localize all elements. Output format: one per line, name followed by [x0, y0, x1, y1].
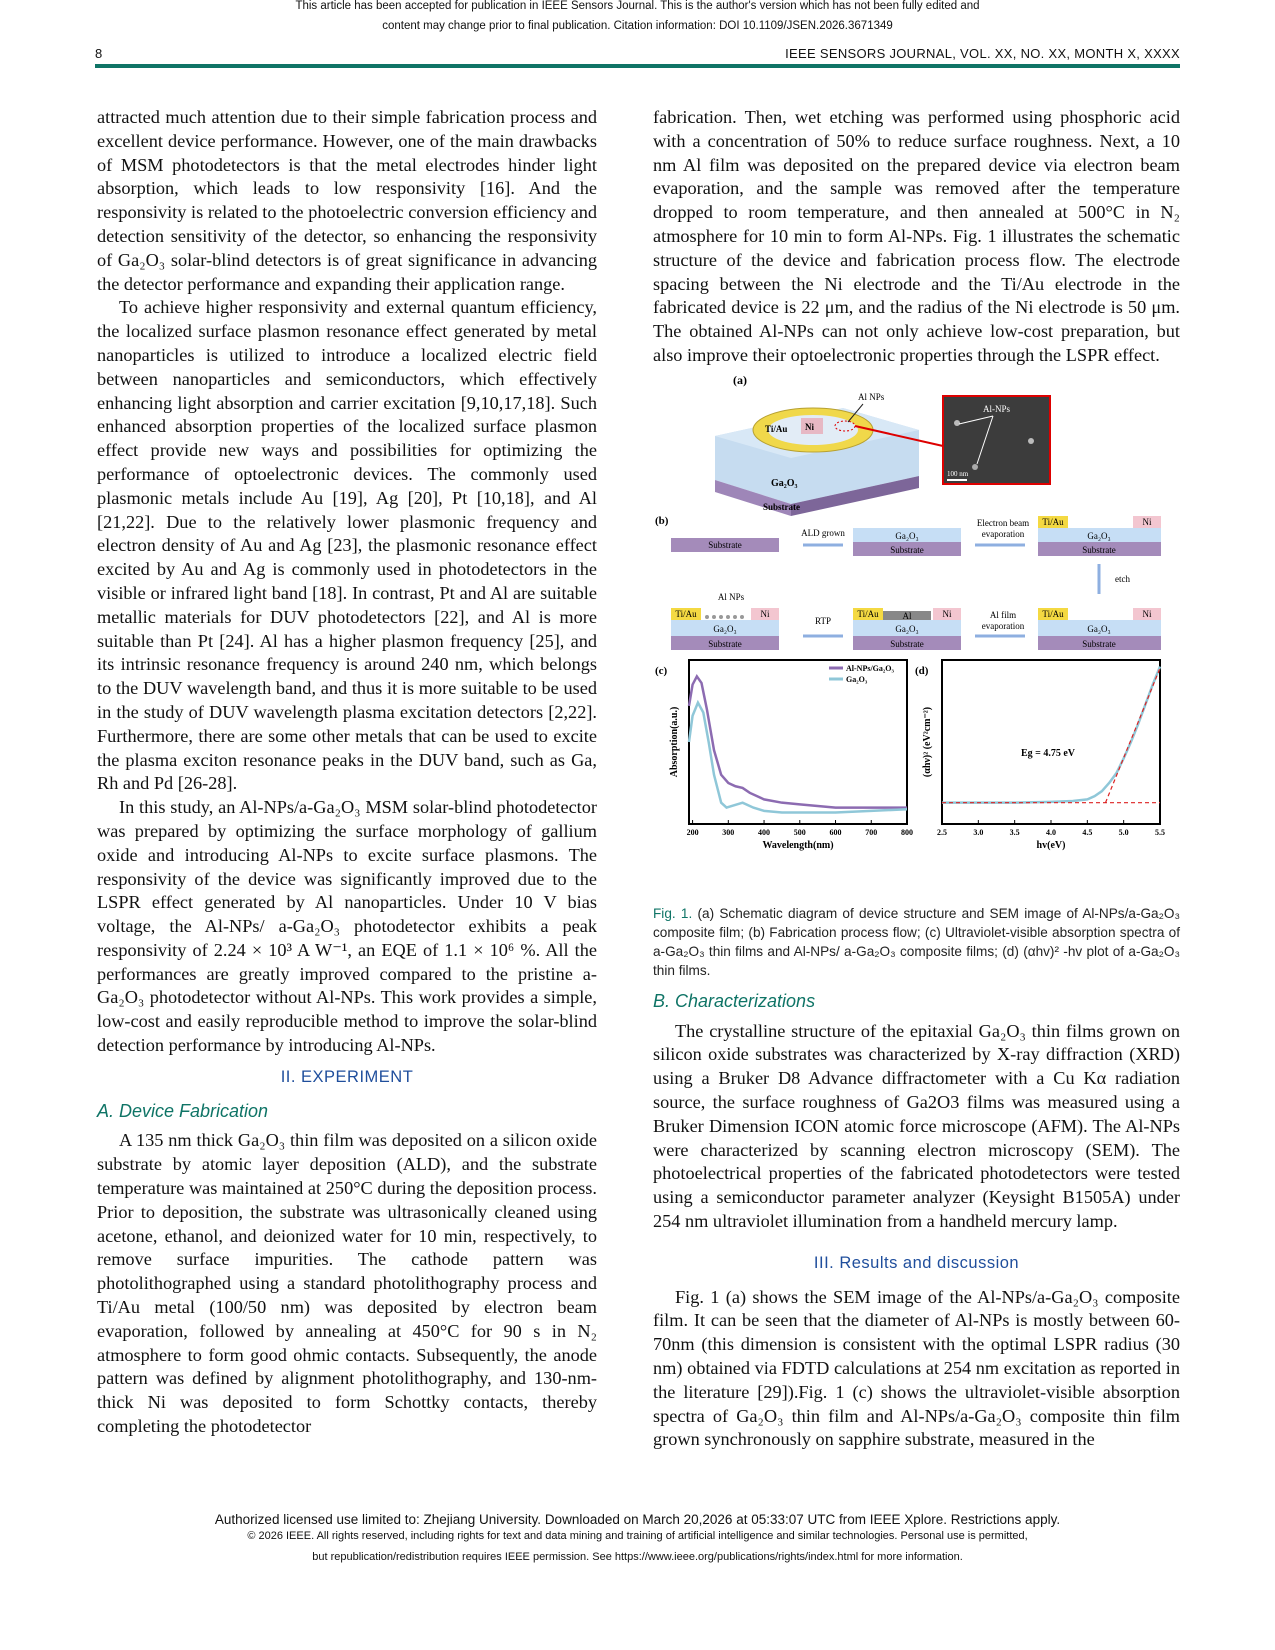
flow-label: Ni: [1142, 516, 1152, 527]
x-tick-label: 3.5: [1009, 827, 1020, 837]
step-ebeam-label: Electron beam: [976, 517, 1030, 528]
paragraph: In this study, an Al-NPs/a-Ga₂O₃ MSM solar-blind photodetector was prepared by optimizing the surface morphology of gallium oxide and introducing Al-NPs to excite surface plasmons. The responsivity of the device was significantly improved due to the LSPR effect generated by Al nanoparticles. Under 10 V bias voltage, the Al-NPs/ a-Ga₂O₃ photodetector exhibits a peak responsivity of 2.24 × 10³ A W⁻¹, an EQE of 1.1 × 10⁶ %. All the performances are greatly improved compared to the pristine a-Ga₂O₃ photodetector without Al-NPs. This work provides a simple, low-cost and easily reproducible method to improve the solar-blind detection performance by introducing Al-NPs.: [97, 797, 597, 1056]
flow-label: Substrate: [890, 544, 924, 555]
figure-1: [653, 368, 1180, 898]
plot-frame: [942, 660, 1160, 824]
nanoparticle: [1028, 438, 1034, 444]
substrate-label: Substrate: [763, 501, 801, 512]
ni-label: Ni: [805, 421, 814, 432]
x-tick-label: 3.0: [973, 827, 984, 837]
flow-label: Ga₂O₃: [895, 623, 919, 634]
legend-label: Ga₂O₃: [846, 674, 868, 684]
page-number: 8: [95, 46, 103, 61]
flow-label: Ti/Au: [857, 608, 879, 619]
nanoparticle: [954, 420, 960, 426]
paragraph: A 135 nm thick Ga₂O₃ thin film was deposited on a silicon oxide substrate by atomic layer deposition (ALD), and the substrate temperature was maintained at 250°C during the deposition process. Prior to deposition, the substrate was ultrasonically cleaned using acetone, ethanol, and deionized water for 10 min, respectively, to remove surface impurities. The cathode pattern was photolithographed using a standard photolithography process and Ti/Au metal (100/50 nm) was deposited by electron beam evaporation, followed by annealing at 450°C for 90 s in N₂ atmosphere to form good ohmic contacts. Subsequently, the anode pattern was defined by alignment photolithography, and 130-nm-thick Ni was deposited to form Schottky contacts, thereby completing the photodetector: [97, 1130, 597, 1437]
panel-b-label: (b): [655, 514, 669, 527]
x-tick-label: 5.0: [1118, 827, 1129, 837]
legend-label: Al-NPs/Ga₂O₃: [846, 663, 894, 673]
panel-d-label: (d): [915, 664, 929, 677]
flow-label: Ga₂O₃: [713, 623, 737, 634]
ga2o3-label: Ga₂O₃: [771, 477, 798, 489]
publication-notice-line1: This article has been accepted for publication in IEEE Sensors Journal. This is the author's version which has not been fully edited and: [295, 0, 980, 12]
x-tick-label: 600: [829, 827, 842, 837]
paragraph: fabrication. Then, wet etching was performed using phosphoric acid with a concentration of 50% to reduce surface roughness. Next, a 10 nm Al film was deposited on the prepared device via electron beam evaporation, and the sample was removed after the temperature dropped to room temperature, and then annealed at 500°C in N₂ atmosphere for 10 min to form Al-NPs. Fig. 1 illustrates the schematic structure of the device and fabrication process flow. The electrode spacing between the Ni electrode and the Ti/Au electrode in the fabricated device is 22 μm, and the radius of the Ni electrode is 50 μm. The obtained Al-NPs can not only achieve low-cost preparation, but also improve their optoelectronic properties through the LSPR effect.: [653, 107, 1180, 365]
panel-c-label: (c): [655, 664, 668, 677]
series-line-ga-o-: [942, 666, 1160, 802]
chart-absorption: [655, 660, 913, 851]
flow-label: Al: [902, 610, 912, 621]
step-etch-label: etch: [1115, 573, 1130, 584]
figure-1-graphic: [653, 368, 1180, 898]
x-tick-label: 500: [793, 827, 806, 837]
flow-label: Substrate: [890, 638, 924, 649]
flow-label: Ti/Au: [1042, 608, 1064, 619]
series-line-ga-o-: [689, 702, 907, 812]
paragraph: attracted much attention due to their simple fabrication process and excellent device performance. However, one of the main drawbacks of MSM photodetectors is that the metal electrodes hinder light absorption, which leads to low responsivity [16]. And the responsivity is related to the photoelectric conversion efficiency and detection sensitivity of the detector, so enhancing the responsivity of Ga₂O₃ solar-blind detectors is of great significance in advancing the detector performance and expanding their application range.: [97, 107, 597, 294]
flow-label: Substrate: [1082, 638, 1116, 649]
flow-label: Ga₂O₃: [1087, 623, 1111, 634]
step-al-label: evaporation: [981, 620, 1025, 631]
figure-caption: [653, 904, 1180, 980]
flow-label: Substrate: [708, 638, 742, 649]
flow-label: Ti/Au: [675, 608, 697, 619]
flow-label: Ni: [942, 608, 952, 619]
x-tick-label: 700: [865, 827, 878, 837]
flow-label: Ni: [760, 608, 770, 619]
step-ald-label: ALD grown: [801, 527, 845, 538]
x-tick-label: 2.5: [937, 827, 947, 837]
process-flow: [671, 516, 1161, 650]
step-ebeam-label: evaporation: [981, 528, 1025, 539]
y-axis-label: Absorption(a.u.): [669, 706, 680, 778]
x-axis-label: hv(eV): [1036, 839, 1066, 851]
publication-notice-line2: content may change prior to final publication. Citation information: DOI 10.1109/JSEN.2026.3671349: [382, 20, 893, 32]
caption-label: Fig. 1.: [653, 905, 693, 921]
flow-al-nps: [705, 615, 744, 619]
bandgap-annotation: Eg = 4.75 eV: [1021, 747, 1076, 759]
sem-image: [943, 396, 1050, 484]
series-line-al-nps-ga-o-: [689, 676, 907, 807]
paragraph: Fig. 1 (a) shows the SEM image of the Al-NPs/a-Ga₂O₃ composite film. It can be seen that the diameter of Al-NPs is mostly between 60-70nm (this dimension is consistent with the optimal LSPR radius (30 nm) obtained via FDTD calculations at 254 nm excitation as reported in the literature [29]).Fig. 1 (c) shows the ultraviolet-visible absorption spectra of Ga₂O₃ thin film and Al-NPs/a-Ga₂O₃ composite thin film grown synchronously on sapphire substrate, measured in the: [653, 1286, 1180, 1450]
right-column: [653, 106, 1180, 1452]
x-axis-label: Wavelength(nm): [762, 839, 834, 851]
footer-copyright: © 2026 IEEE. All rights reserved, including rights for text and data mining and training of artificial intelligence and similar technologies. Personal use is permitted,: [247, 1530, 1028, 1542]
chart-tauc: [915, 660, 1165, 851]
flow-label: Substrate: [708, 539, 742, 550]
ti-au-label: Ti/Au: [765, 423, 788, 434]
footer-permission: but republication/redistribution requires IEEE permission. See https://www.ieee.org/publications/rights/index.html for more information.: [312, 1551, 963, 1563]
sem-al-nps-label: Al-NPs: [983, 403, 1011, 414]
flow-label: Ga₂O₃: [1087, 530, 1111, 541]
subsection-heading-characterizations: B. Characterizations: [653, 990, 816, 1011]
left-column: [97, 106, 597, 1439]
footer-license: Authorized licensed use limited to: Zhejiang University. Downloaded on March 20,2026 at 05:33:07 UTC from IEEE Xplore. Restrictions apply.: [214, 1512, 1061, 1527]
paragraph: The crystalline structure of the epitaxial Ga₂O₃ thin films grown on silicon oxide substrates was characterized by X-ray diffraction (XRD) using a Bruker D8 Advance diffractometer with a Cu Kα radiation source, the surface roughness of Ga2O3 films was measured using a Bruker Dimension ICON atomic force microscope (AFM). The Al-NPs were characterized by scanning electron microscopy (SEM). The photoelectrical properties of the fabricated photodetectors were tested using a semiconductor parameter analyzer (Keysight B1505A) under 254 nm ultraviolet illumination from a handheld mercury lamp.: [653, 1020, 1180, 1231]
x-tick-label: 200: [686, 827, 699, 837]
flow-label: Al NPs: [717, 591, 745, 602]
flow-label: Ni: [1142, 608, 1152, 619]
scale-bar-label: 100 nm: [947, 469, 969, 478]
flow-label: Substrate: [1082, 544, 1116, 555]
scale-bar: [947, 479, 967, 481]
running-head: IEEE SENSORS JOURNAL, VOL. XX, NO. XX, MONTH X, XXXX: [785, 46, 1180, 61]
device-schematic: [715, 392, 943, 516]
caption-text: (a) Schematic diagram of device structure and SEM image of Al-NPs/a-Ga₂O₃ composite film; (b) Fabrication process flow; (c) Ultraviolet-visible absorption spectra of a-Ga₂O₃ thin films and Al-NPs/ a-Ga₂O₃ composite films; (d) (αhv)² -hv plot of a-Ga₂O₃ thin films.: [653, 905, 1180, 978]
nanoparticle: [972, 464, 978, 470]
plot-frame: [689, 660, 907, 824]
y-axis-label: (αhν)² (eV²cm⁻²): [922, 706, 933, 777]
panel-a-label: (a): [733, 372, 747, 387]
section-heading-results: III. Results and discussion: [813, 1253, 1020, 1272]
paragraph: To achieve higher responsivity and external quantum efficiency, the localized surface plasmon resonance effect generated by metal nanoparticles is utilized to introduce a localized electric field between nanoparticles and semiconductors, which effectively enhancing light absorption and carrier excitation [9,10,17,18]. Such enhanced absorption properties of the localized surface plasmon effect provide new ways and possibilities for optimizing the performance of optoelectronic devices. The commonly used plasmonic metals include Au [19], Ag [20], Pt [10,18], and Al [21,22]. Due to the relatively lower plasmonic frequency and electron density of Au and Ag [23], the plasmonic resonance effect excited by Au and Ag is commonly used in photodetectors in the visible or infrared light band [18]. In contrast, Pt and Al are suitable metallic materials for DUV photodetectors [22], and Al is more suitable than Pt [24]. Al has a higher plasmon frequency [25], and its intrinsic resonance frequency is around 240 nm, which belongs to the DUV wavelength band, and thus it is more suitable to be used in the study of DUV wavelength plasma excitation detectors [2,22]. Furthermore, there are some other metals that can be used to excite the plasma exciton resonance peaks in the DUV band, such as Ga, Rh and Pd [26-28].: [97, 297, 597, 794]
header-rule: [95, 64, 1180, 68]
step-al-label: Al film: [989, 609, 1017, 620]
flow-label: Ti/Au: [1042, 516, 1064, 527]
x-tick-label: 800: [901, 827, 913, 837]
x-tick-label: 5.5: [1155, 827, 1165, 837]
flow-label: Ga₂O₃: [895, 530, 919, 541]
x-tick-label: 4.0: [1046, 827, 1056, 837]
section-heading-experiment: II. EXPERIMENT: [280, 1067, 414, 1086]
x-tick-label: 400: [758, 827, 771, 837]
subsection-heading-device-fabrication: A. Device Fabrication: [97, 1100, 269, 1121]
x-tick-label: 4.5: [1082, 827, 1093, 837]
al-nps-label: Al NPs: [858, 391, 885, 402]
x-tick-label: 300: [722, 827, 735, 837]
step-rtp-label: RTP: [815, 615, 831, 626]
